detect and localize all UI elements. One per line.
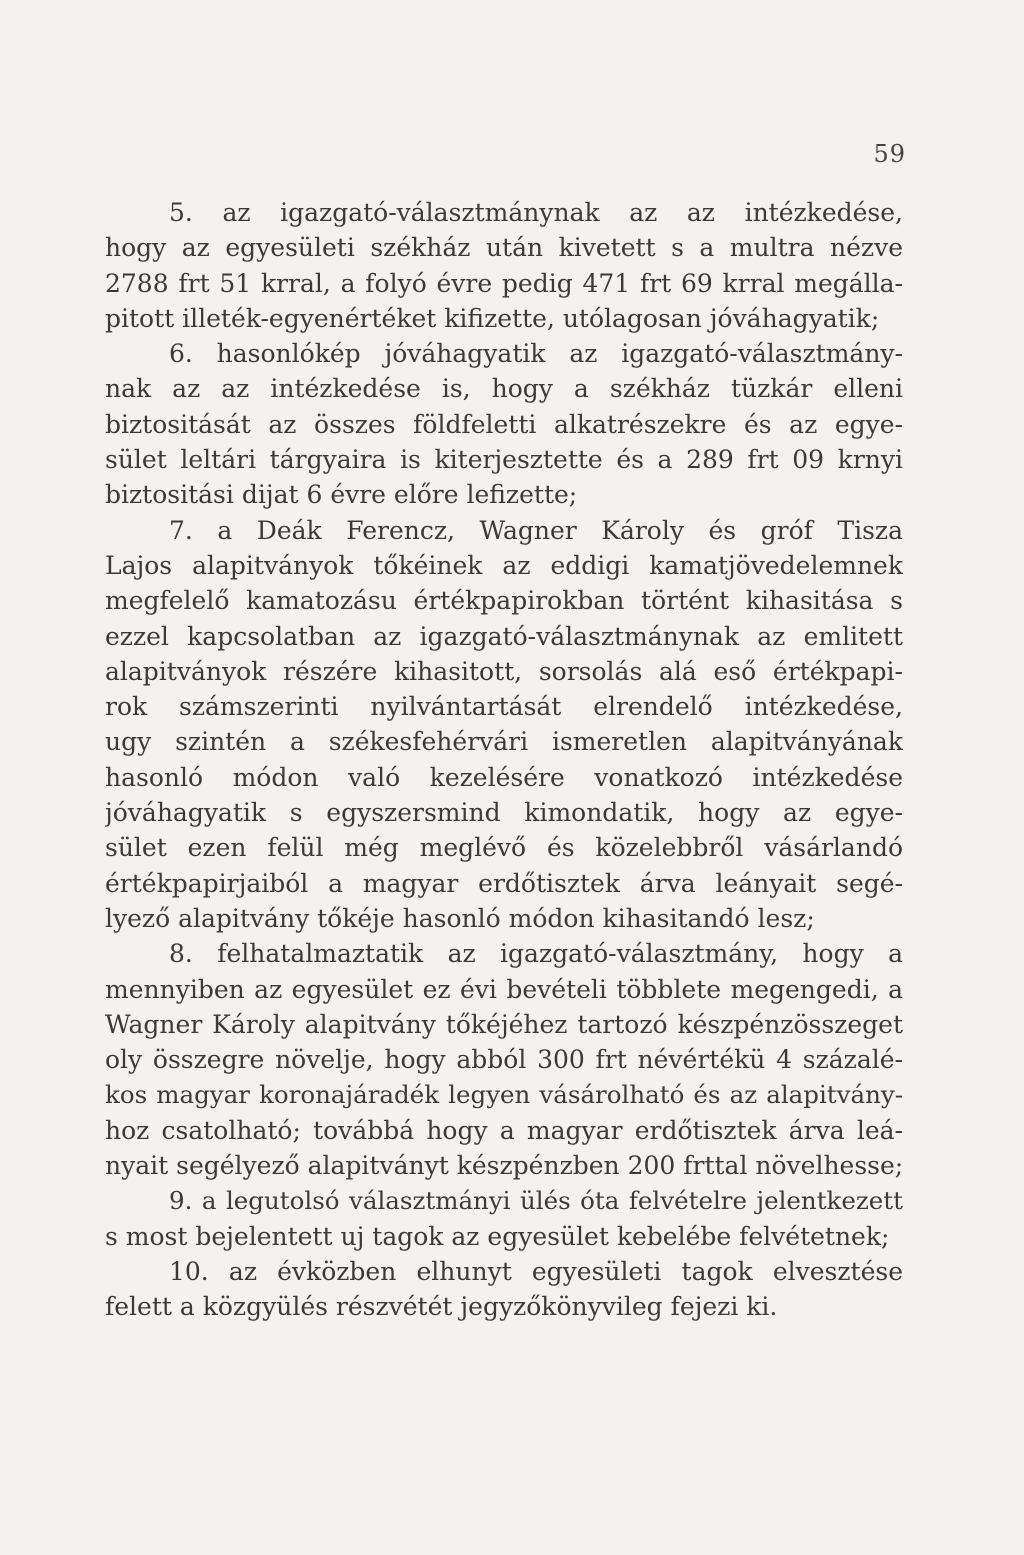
text-line: sület leltári tárgyaira is kiterjesztette és a 289 frt 09 krnyi <box>105 445 903 475</box>
text-line: nak az az intézkedése is, hogy a székház tüzkár elleni <box>105 374 903 404</box>
text-line: pitott illeték-egyenértéket kifizette, utólagosan jóváhagyatik; <box>105 303 880 333</box>
text-line: 2788 frt 51 krral, a folyó évre pedig 471 frt 69 krral megálla- <box>105 268 903 298</box>
text-line: kos magyar koronajáradék legyen vásárolható és az alapitvány- <box>105 1080 903 1110</box>
text-line: 10. az évközben elhunyt egyesületi tagok elvesztése <box>169 1256 903 1286</box>
text-line: hasonló módon való kezelésére vonatkozó intézkedése <box>105 762 903 792</box>
text-line: rok számszerinti nyilvántartását elrendelő intézkedése, <box>105 692 903 722</box>
text-line: alapitványok részére kihasitott, sorsolás alá eső értékpapi- <box>105 656 903 686</box>
text-line: lyező alapitvány tőkéje hasonló módon kihasitandó lesz; <box>105 903 815 933</box>
page-number: 59 <box>873 140 906 168</box>
text-line: biztositását az összes földfeletti alkatrészekre és az egye- <box>105 409 903 439</box>
text-line: sület ezen felül még meglévő és közelebbről vásárlandó <box>105 833 903 863</box>
text-line: s most bejelentett uj tagok az egyesület kebelébe felvétetnek; <box>105 1221 890 1251</box>
text-line: hogy az egyesületi székház után kivetett s a multra nézve <box>105 233 903 263</box>
text-line: 9. a legutolsó választmányi ülés óta felvételre jelentkezett <box>169 1186 903 1216</box>
text-line: oly összegre növelje, hogy abból 300 frt névértékü 4 százalé- <box>105 1045 903 1075</box>
text-line: 8. felhatalmaztatik az igazgató-választmány, hogy a <box>169 939 903 969</box>
text-line: ugy szintén a székesfehérvári ismeretlen alapitványának <box>105 727 903 757</box>
text-line: értékpapirjaiból a magyar erdőtisztek árva leányait segé- <box>105 868 903 898</box>
text-line: felett a közgyülés részvétét jegyzőkönyvileg fejezi ki. <box>105 1292 778 1322</box>
text-line: hoz csatolható; továbbá hogy a magyar erdőtisztek árva leá- <box>105 1115 903 1145</box>
text-line: ezzel kapcsolatban az igazgató-választmánynak az emlitett <box>105 621 903 651</box>
text-line: jóváhagyatik s egyszersmind kimondatik, hogy az egye- <box>105 798 903 828</box>
text-line: biztositási dijat 6 évre előre lefizette; <box>105 480 578 510</box>
text-line: megfelelő kamatozásu értékpapirokban történt kihasitása s <box>105 586 903 616</box>
text-line: Lajos alapitványok tőkéinek az eddigi kamatjövedelemnek <box>105 550 903 580</box>
text-line: 7. a Deák Ferencz, Wagner Károly és gróf Tisza <box>169 515 903 545</box>
text-line: nyait segélyező alapitványt készpénzben 200 frttal növelhesse; <box>105 1151 903 1181</box>
body-text <box>105 195 903 1325</box>
text-line: 6. hasonlókép jóváhagyatik az igazgató-választmány- <box>169 339 903 369</box>
text-line: Wagner Károly alapitvány tőkéjéhez tartozó készpénzösszeget <box>105 1009 903 1039</box>
text-line: mennyiben az egyesület ez évi bevételi többlete megengedi, a <box>105 974 903 1004</box>
text-line: 5. az igazgató-választmánynak az az intézkedése, <box>169 198 903 227</box>
